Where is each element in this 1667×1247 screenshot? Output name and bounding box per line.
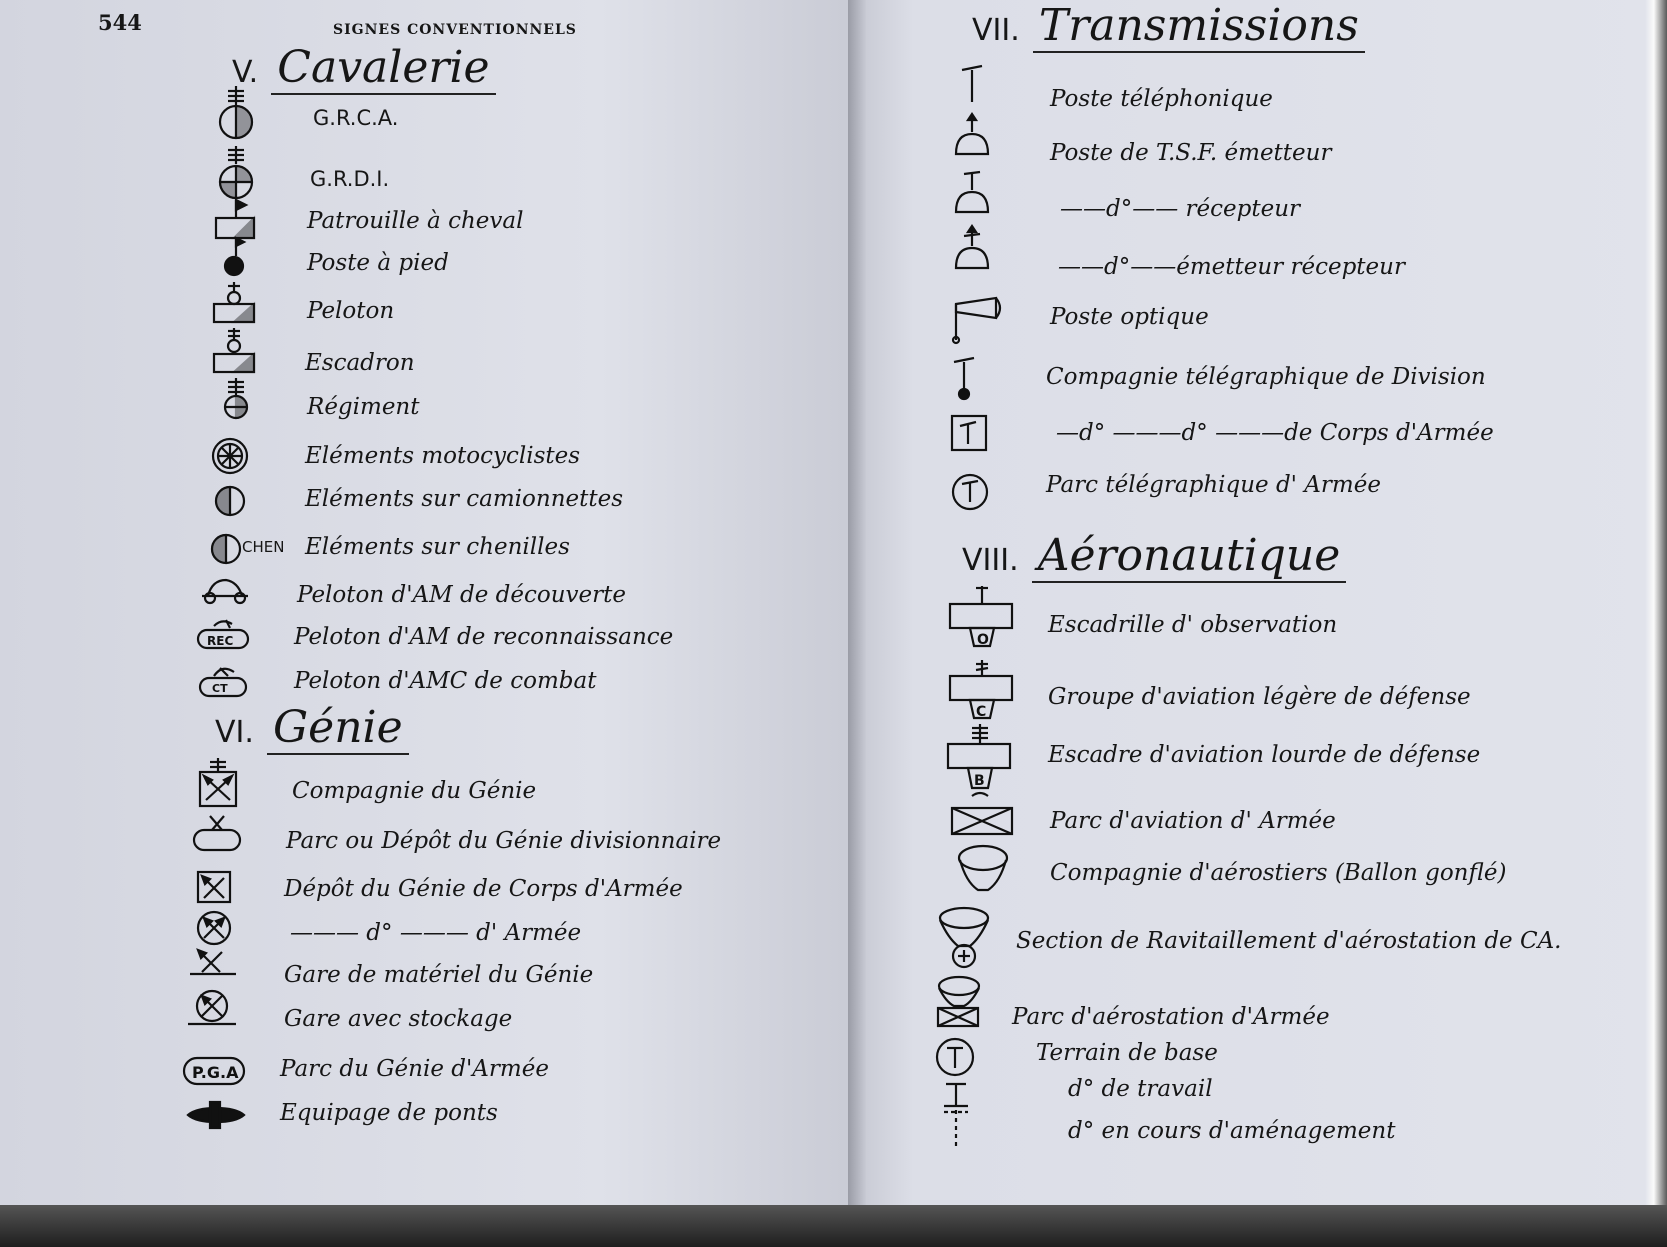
cavalerie-item-label: G.R.C.A. bbox=[313, 106, 399, 130]
transmissions-item-label: Compagnie télégraphique de Division bbox=[1046, 364, 1486, 390]
storage-station-icon bbox=[184, 988, 240, 1028]
motorcycle-elements-icon bbox=[210, 436, 250, 476]
army-telegraph-park-icon bbox=[950, 472, 990, 512]
telephone-post-icon bbox=[958, 62, 986, 104]
van-elements-icon bbox=[212, 483, 248, 519]
engineer-station-icon bbox=[188, 950, 238, 980]
mounted-patrol-icon bbox=[214, 200, 256, 240]
transmissions-item-label: Poste optique bbox=[1050, 304, 1209, 330]
radio-receiver-icon bbox=[952, 170, 992, 216]
telegraph-company-icon bbox=[950, 356, 980, 400]
army-engineer-depot-icon bbox=[196, 910, 232, 946]
b-symbol-text: B bbox=[974, 773, 985, 789]
army-aviation-park-icon bbox=[950, 806, 1014, 836]
rec-symbol-text: REC bbox=[207, 634, 234, 648]
bridge-train-icon bbox=[186, 1100, 246, 1130]
aeronautique-item-label: Parc d'aérostation d'Armée bbox=[1012, 1004, 1330, 1030]
cavalerie-item-label: Escadron bbox=[305, 350, 415, 376]
pga-symbol-text: P.G.A bbox=[192, 1063, 239, 1082]
cavalerie-item-label: Régiment bbox=[307, 394, 420, 420]
work-field-icon bbox=[940, 1080, 972, 1110]
cavalerie-item-label: Poste à pied bbox=[307, 250, 449, 276]
section-title: Génie bbox=[267, 702, 409, 755]
heavy-aviation-icon bbox=[946, 722, 1014, 802]
platoon-icon bbox=[212, 282, 256, 324]
section-genie-heading bbox=[215, 702, 409, 753]
base-field-icon bbox=[934, 1036, 976, 1078]
grca-icon bbox=[218, 86, 254, 142]
aeronautique-item-label: Terrain de base bbox=[1036, 1040, 1218, 1066]
grdi-icon bbox=[218, 146, 254, 202]
radio-transceiver-icon bbox=[952, 224, 992, 272]
o-symbol-text: O bbox=[977, 632, 989, 648]
cavalerie-item-label: Eléments motocyclistes bbox=[305, 443, 581, 469]
cavalerie-item-label: Patrouille à cheval bbox=[307, 208, 524, 234]
aeronautique-item-label: Groupe d'aviation légère de défense bbox=[1048, 684, 1471, 710]
recon-am-icon bbox=[196, 616, 250, 650]
genie-item-label: Dépôt du Génie de Corps d'Armée bbox=[284, 876, 683, 902]
light-aviation-icon bbox=[948, 658, 1016, 722]
section-aeronautique-heading bbox=[962, 530, 1346, 581]
book-gutter bbox=[848, 0, 866, 1220]
transmissions-item-label: —d° ———d° ———de Corps d'Armée bbox=[1056, 420, 1494, 446]
balloon-supply-icon bbox=[936, 906, 992, 970]
squadron-icon bbox=[212, 328, 256, 374]
cavalerie-item-label: Peloton d'AM de reconnaissance bbox=[294, 624, 674, 650]
discovery-am-icon bbox=[200, 574, 250, 604]
section-title: Transmissions bbox=[1033, 0, 1365, 53]
bottom-shadow bbox=[0, 1205, 1667, 1247]
c-symbol-text: C bbox=[976, 704, 987, 720]
combat-amc-icon bbox=[198, 662, 248, 698]
observation-squadron-icon bbox=[948, 584, 1016, 648]
chen-symbol-text: CHEN bbox=[242, 538, 285, 556]
genie-item-label: Equipage de ponts bbox=[280, 1100, 498, 1126]
aeronautique-item-label: d° de travail bbox=[1068, 1076, 1213, 1102]
aeronautique-item-label: Section de Ravitaillement d'aérostation de CA. bbox=[1016, 928, 1562, 954]
transmissions-item-label: Poste téléphonique bbox=[1050, 86, 1273, 112]
section-transmissions-heading bbox=[972, 0, 1365, 51]
aeronautique-item-label: Escadrille d' observation bbox=[1048, 612, 1338, 638]
corps-engineer-depot-icon bbox=[196, 870, 232, 906]
section-cavalerie-heading bbox=[232, 42, 496, 93]
balloon-company-icon bbox=[956, 844, 1010, 894]
transmissions-item-label: Parc télégraphique d' Armée bbox=[1046, 472, 1381, 498]
section-title: Cavalerie bbox=[271, 42, 495, 95]
page-number: 544 bbox=[98, 10, 142, 35]
army-engineer-park-icon bbox=[182, 1056, 246, 1088]
running-head: SIGNES CONVENTIONNELS bbox=[333, 22, 577, 38]
tracked-elements-icon bbox=[208, 531, 244, 567]
corps-telegraph-icon bbox=[950, 414, 990, 454]
transmissions-item-label: ——d°——émetteur récepteur bbox=[1058, 254, 1405, 280]
ct-symbol-text: CT bbox=[212, 682, 228, 695]
optical-post-icon bbox=[948, 296, 1008, 346]
aeronautique-item-label: Escadre d'aviation lourde de défense bbox=[1048, 742, 1481, 768]
engineer-company-icon bbox=[198, 758, 238, 810]
aeronautique-item-label: Compagnie d'aérostiers (Ballon gonflé) bbox=[1050, 860, 1507, 886]
cavalerie-item-label: Eléments sur chenilles bbox=[305, 534, 570, 560]
genie-item-label: Gare avec stockage bbox=[284, 1006, 513, 1032]
divisional-engineer-park-icon bbox=[192, 814, 242, 854]
foot-post-icon bbox=[222, 236, 252, 278]
genie-item-label: Parc du Génie d'Armée bbox=[280, 1056, 549, 1082]
transmissions-item-label: Poste de T.S.F. émetteur bbox=[1050, 140, 1332, 166]
cavalerie-item-label: Peloton bbox=[307, 298, 395, 324]
section-number: VII. bbox=[972, 13, 1020, 48]
genie-item-label: Gare de matériel du Génie bbox=[284, 962, 594, 988]
field-in-progress-icon bbox=[940, 1108, 972, 1148]
genie-item-label: Compagnie du Génie bbox=[292, 778, 537, 804]
cavalerie-item-label: Peloton d'AMC de combat bbox=[294, 668, 597, 694]
aeronautique-item-label: Parc d'aviation d' Armée bbox=[1050, 808, 1336, 834]
section-number: VI. bbox=[215, 715, 254, 750]
cavalerie-item-label: Eléments sur camionnettes bbox=[305, 486, 624, 512]
section-title: Aéronautique bbox=[1032, 530, 1347, 583]
section-number: VIII. bbox=[962, 543, 1019, 578]
section-number: V. bbox=[232, 55, 259, 90]
cavalerie-item-label: Peloton d'AM de découverte bbox=[297, 582, 626, 608]
genie-item-label: Parc ou Dépôt du Génie divisionnaire bbox=[286, 828, 722, 854]
page-edge bbox=[1645, 0, 1667, 1225]
transmissions-item-label: ——d°—— récepteur bbox=[1060, 196, 1301, 222]
aeronautique-item-label: d° en cours d'aménagement bbox=[1068, 1118, 1396, 1144]
balloon-park-icon bbox=[934, 974, 984, 1030]
cavalerie-item-label: G.R.D.I. bbox=[310, 167, 390, 191]
genie-item-label: ——— d° ——— d' Armée bbox=[290, 920, 582, 946]
radio-transmitter-icon bbox=[952, 112, 992, 158]
regiment-icon bbox=[218, 378, 254, 420]
